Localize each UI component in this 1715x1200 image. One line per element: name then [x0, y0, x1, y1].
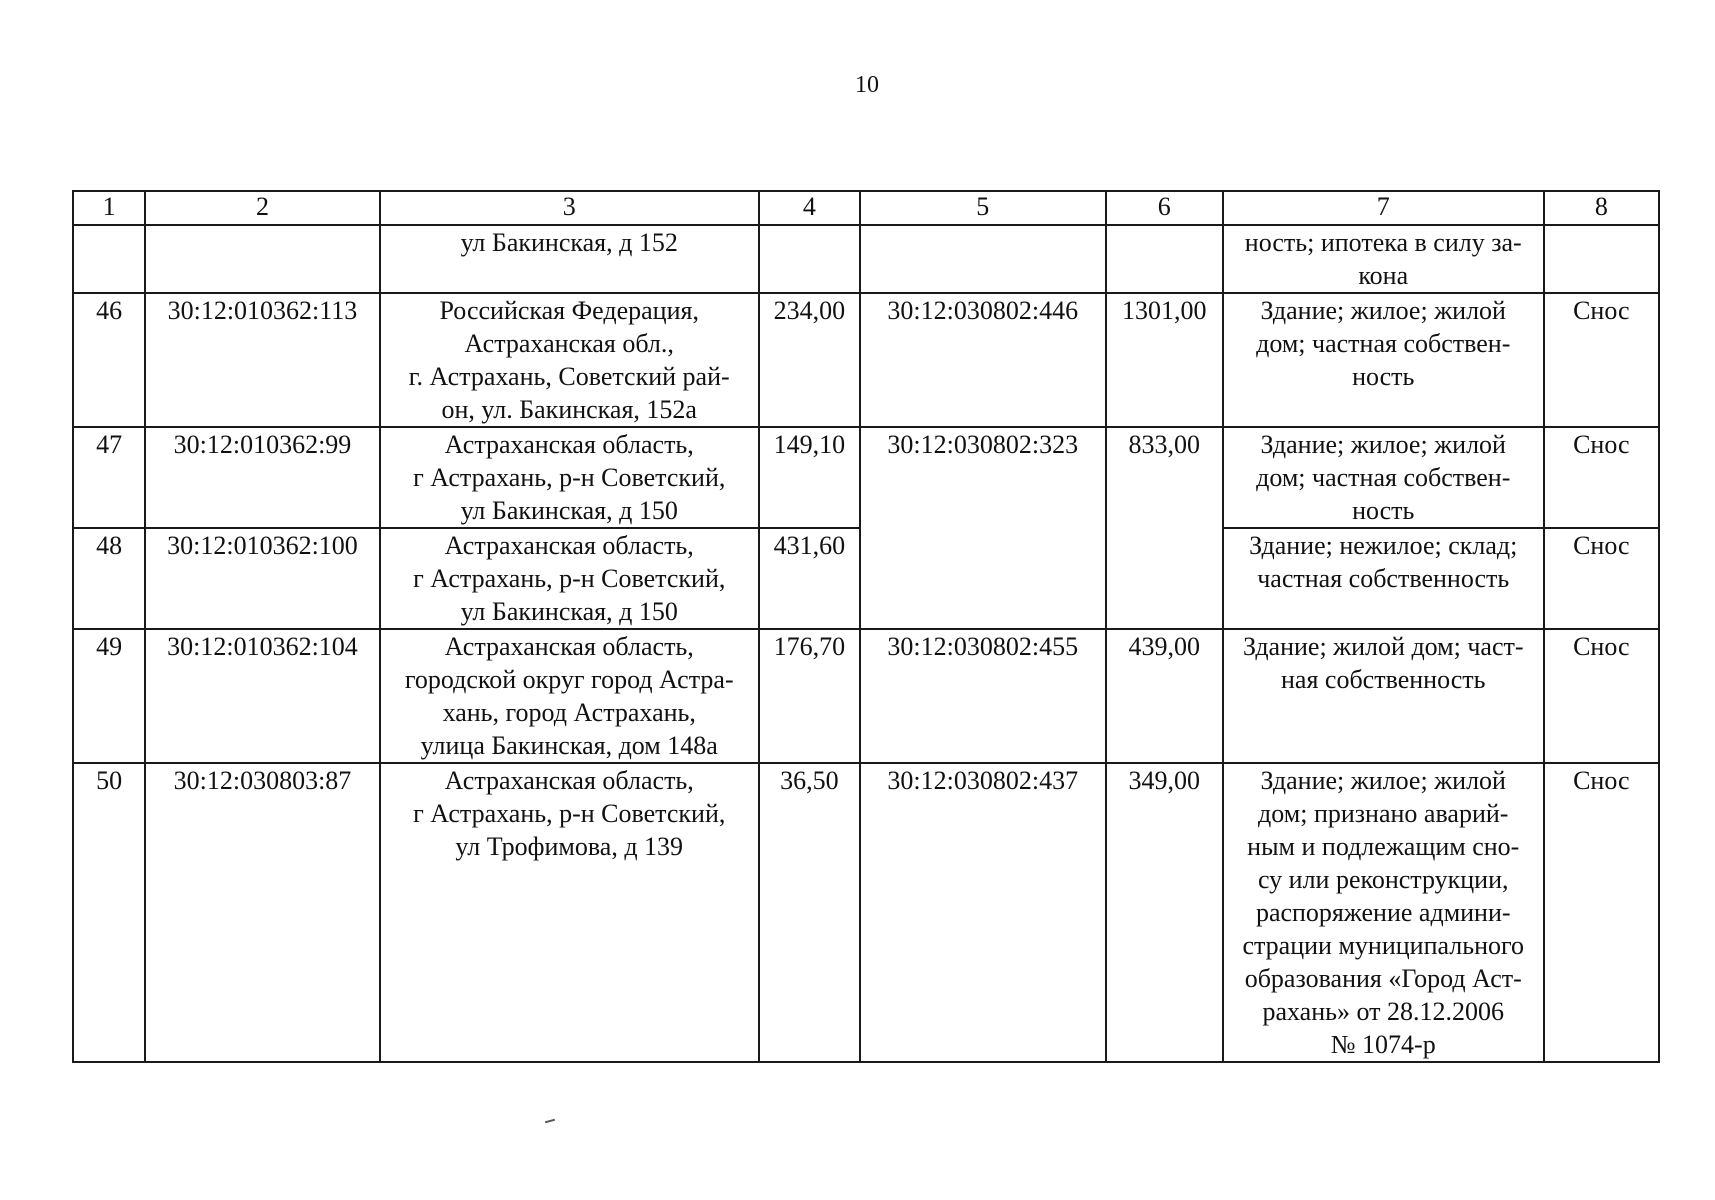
cell-area: 431,60 — [759, 528, 860, 629]
table-row — [73, 293, 1659, 427]
cell-area: 149,10 — [759, 427, 860, 528]
cell-action: Снос — [1544, 763, 1659, 1062]
cell-address: Астраханская область, г Астрахань, р-н Советский, ул Бакинская, д 150 — [380, 528, 759, 629]
cell-cadastral-number: 30:12:030803:87 — [145, 763, 380, 1062]
column-header: 7 — [1223, 191, 1544, 225]
cell-cadastral-number: 30:12:010362:104 — [145, 629, 380, 763]
cell-address: Астраханская область, г Астрахань, р-н Советский, ул Бакинская, д 150 — [380, 427, 759, 528]
cell-land-cadastral-number — [860, 225, 1106, 293]
cell-area: 36,50 — [759, 763, 860, 1062]
page-number: 10 — [855, 72, 879, 98]
column-header: 4 — [759, 191, 860, 225]
cell-land-cadastral-number: 30:12:030802:323 — [860, 427, 1106, 629]
cell-address: Астраханская область, городской округ город Астра- хань, город Астрахань, улица Бакинская, дом 148а — [380, 629, 759, 763]
cell-action: Снос — [1544, 427, 1659, 528]
column-header: 8 — [1544, 191, 1659, 225]
cell-land-cadastral-number: 30:12:030802:455 — [860, 629, 1106, 763]
cell-description: Здание; жилой дом; част- ная собственность — [1223, 629, 1544, 763]
column-header: 3 — [380, 191, 759, 225]
table-body — [73, 225, 1659, 1062]
cell-row-number: 50 — [73, 763, 145, 1062]
table-row-continuation — [73, 225, 1659, 293]
cell-address: ул Бакинская, д 152 — [380, 225, 759, 293]
cell-cadastral-number — [145, 225, 380, 293]
cell-cadastral-number: 30:12:010362:113 — [145, 293, 380, 427]
cell-land-area: 833,00 — [1106, 427, 1223, 629]
cell-row-number: 48 — [73, 528, 145, 629]
cell-description: ность; ипотека в силу за- кона — [1223, 225, 1544, 293]
table-row — [73, 629, 1659, 763]
cell-land-cadastral-number: 30:12:030802:446 — [860, 293, 1106, 427]
cell-row-number: 46 — [73, 293, 145, 427]
table-header — [73, 191, 1659, 225]
cell-action — [1544, 225, 1659, 293]
cell-land-area: 439,00 — [1106, 629, 1223, 763]
cell-row-number: 49 — [73, 629, 145, 763]
cell-area: 234,00 — [759, 293, 860, 427]
column-header: 1 — [73, 191, 145, 225]
cell-action: Снос — [1544, 528, 1659, 629]
cell-address: Российская Федерация, Астраханская обл., г. Астрахань, Советский рай- он, ул. Бакинская, 152а — [380, 293, 759, 427]
cell-description: Здание; нежилое; склад; частная собственность — [1223, 528, 1544, 629]
cell-land-area — [1106, 225, 1223, 293]
column-header: 6 — [1106, 191, 1223, 225]
cell-address: Астраханская область, г Астрахань, р-н Советский, ул Трофимова, д 139 — [380, 763, 759, 1062]
cell-description: Здание; жилое; жилой дом; частная собствен- ность — [1223, 427, 1544, 528]
cell-cadastral-number: 30:12:010362:99 — [145, 427, 380, 528]
cell-land-area: 349,00 — [1106, 763, 1223, 1062]
column-header: 5 — [860, 191, 1106, 225]
column-number-row — [73, 191, 1659, 225]
table-row — [73, 763, 1659, 1062]
cell-action: Снос — [1544, 293, 1659, 427]
scan-speck — [545, 1119, 555, 1124]
cell-cadastral-number: 30:12:010362:100 — [145, 528, 380, 629]
cell-action: Снос — [1544, 629, 1659, 763]
cell-description: Здание; жилое; жилой дом; признано аварий- ным и подлежащим сно- су или реконструкции, распоряжение админи- страции муниципального образования «Город Аст- рахань» от 28.12.2006 № 1074-р — [1223, 763, 1544, 1062]
cell-description: Здание; жилое; жилой дом; частная собствен- ность — [1223, 293, 1544, 427]
property-register-table — [72, 190, 1660, 1063]
cell-area: 176,70 — [759, 629, 860, 763]
cell-area — [759, 225, 860, 293]
cell-row-number — [73, 225, 145, 293]
cell-row-number: 47 — [73, 427, 145, 528]
cell-land-area: 1301,00 — [1106, 293, 1223, 427]
table-row — [73, 427, 1659, 528]
column-header: 2 — [145, 191, 380, 225]
cell-land-cadastral-number: 30:12:030802:437 — [860, 763, 1106, 1062]
